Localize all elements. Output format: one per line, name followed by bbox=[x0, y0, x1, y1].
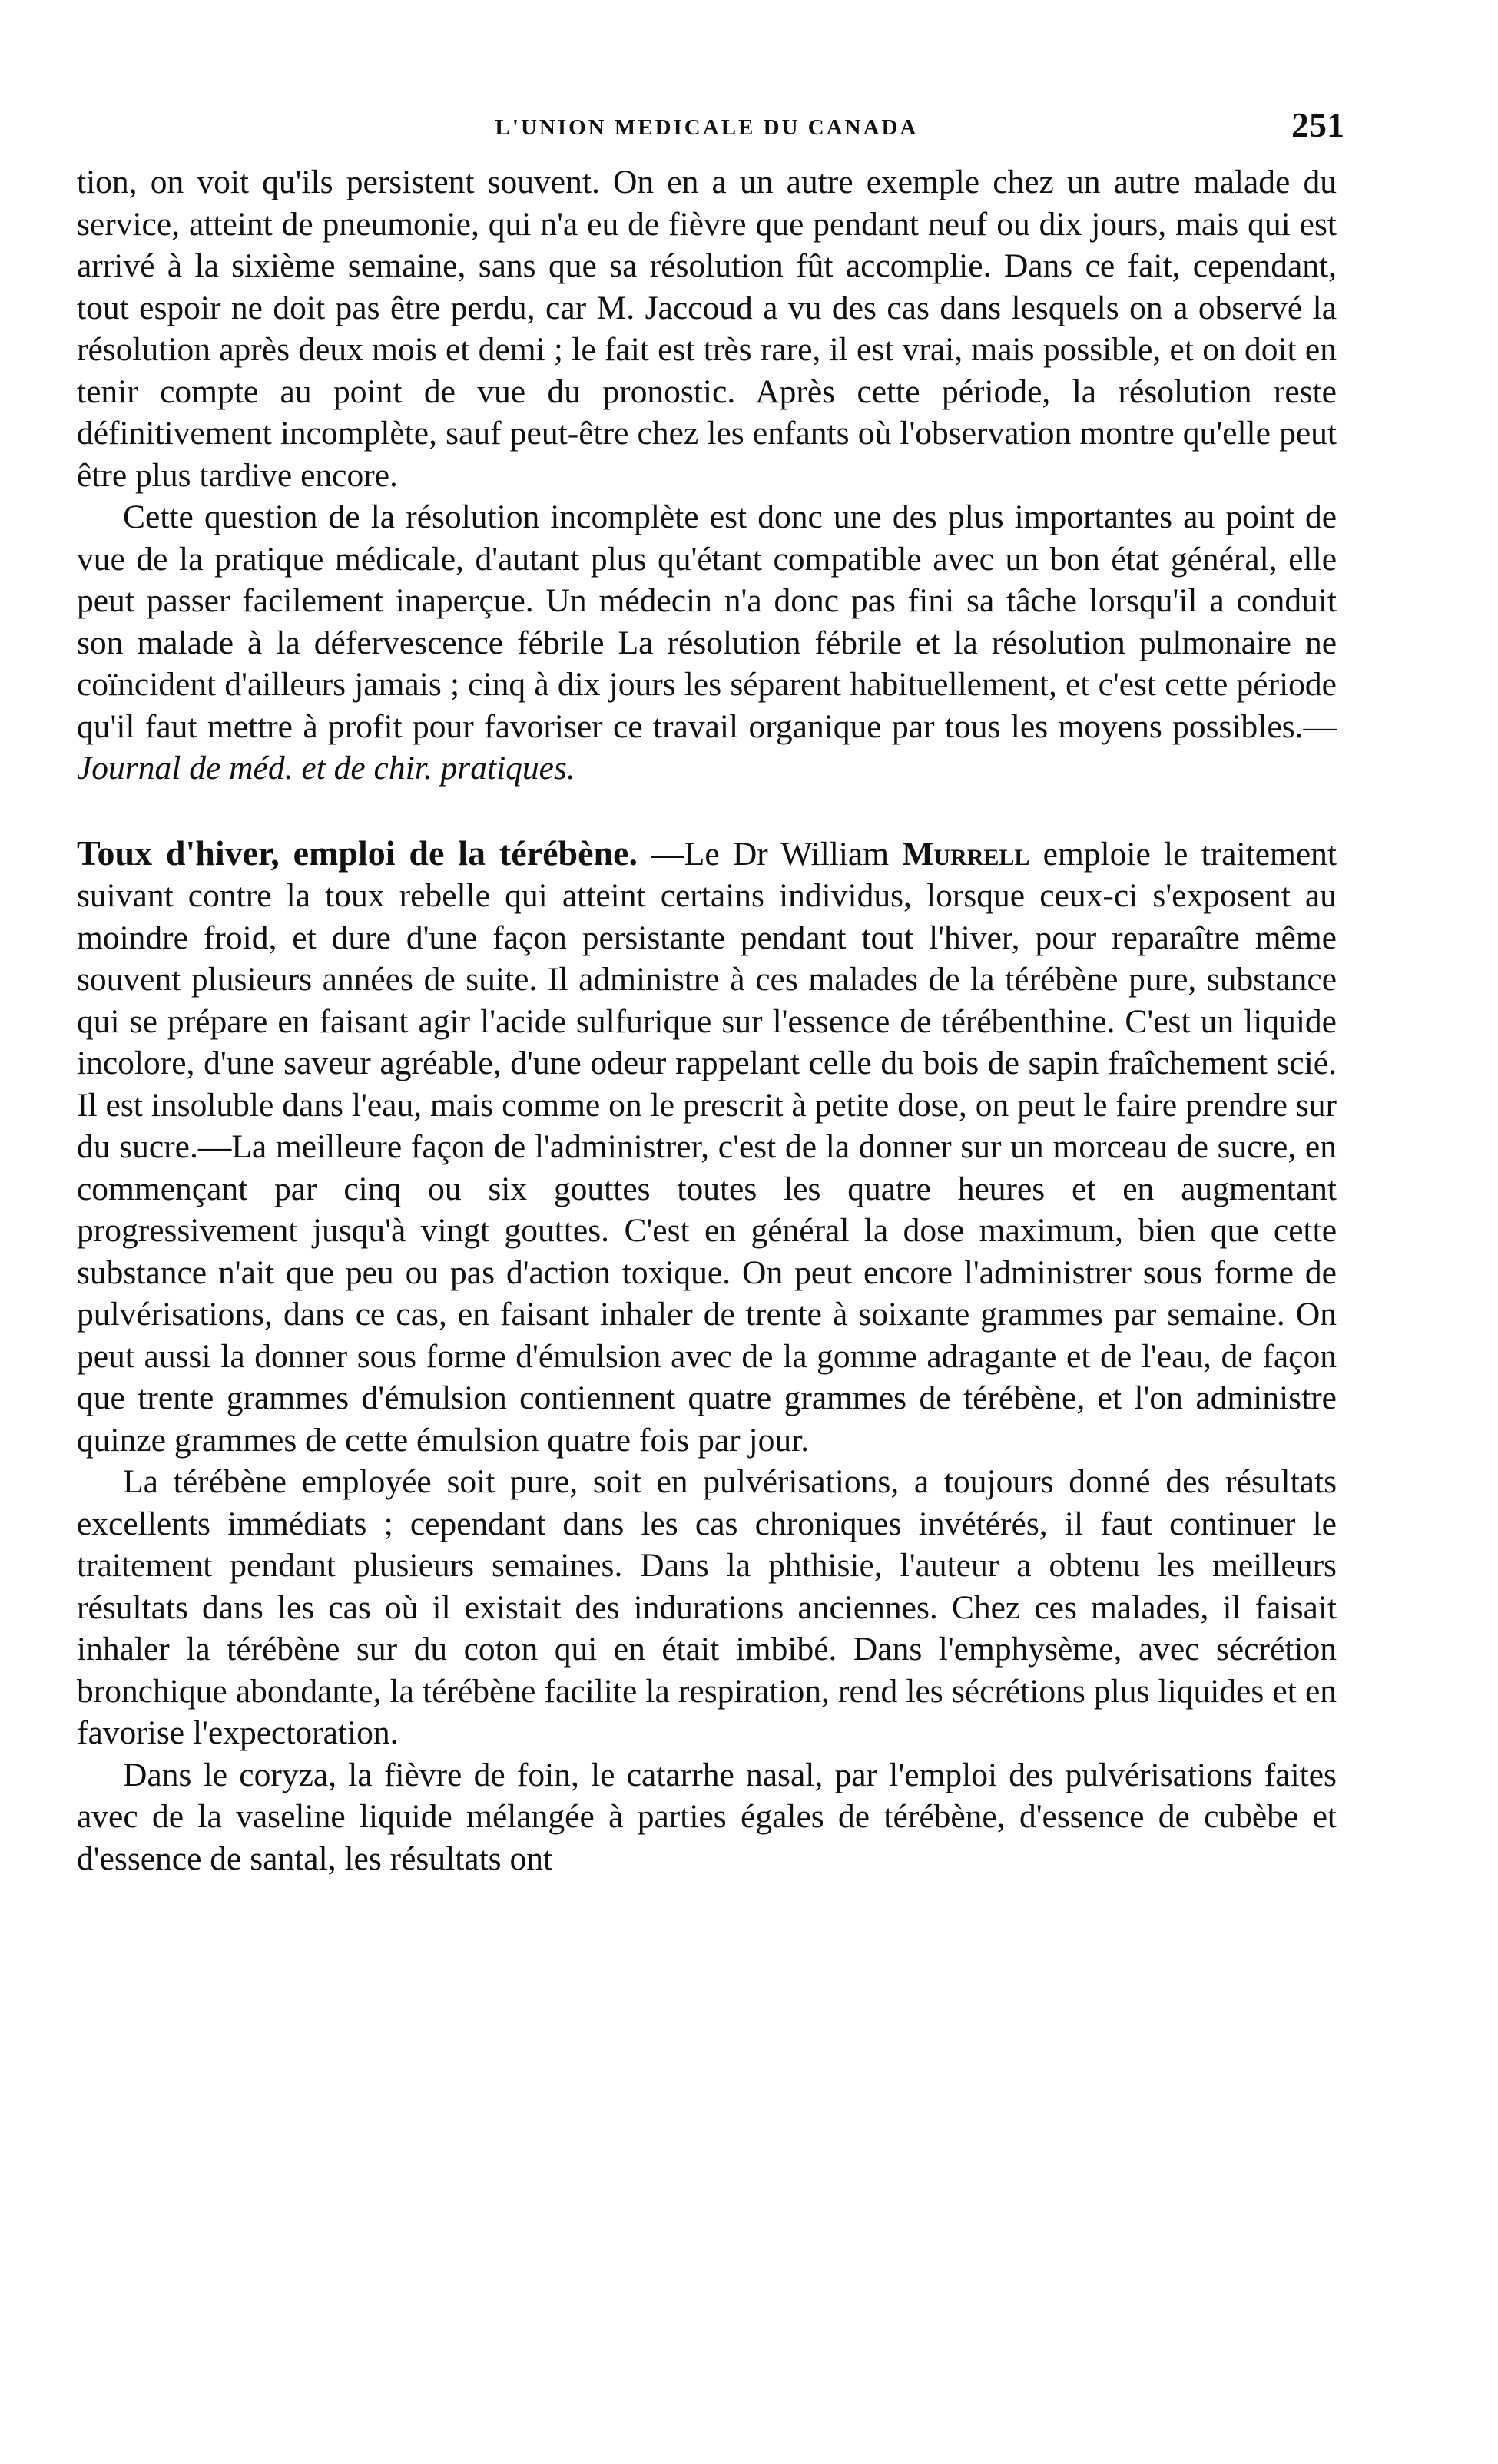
article2-paragraph1-text: emploie le traitement suivant contre la toux rebelle qui atteint certains individus, lorsque ceux-ci s'exposent au moindre froid, et dure d'une façon persistante pendant tout l'hiver, pour reparaître même souvent plusieurs années de suite. Il administre à ces malades de la térébène pure, substance qui se prépare en faisant agir l'acide sulfurique sur l'essence de térébenthine. C'est un liquide incolore, d'une saveur agréable, d'une odeur rappelant celle du bois de sapin fraîchement scié. Il est insoluble dans l'eau, mais comme on le prescrit à petite dose, on peut le faire prendre sur du sucre.—La meilleure façon de l'administrer, c'est de la donner sur un morceau de sucre, en commençant par cinq ou six gouttes toutes les quatre heures et en augmentant progressivement jusqu'à vingt gouttes. C'est en général la dose maximum, bien que cette substance n'ait que peu ou pas d'action toxique. On peut encore l'administrer sous forme de pulvérisations, dans ce cas, en faisant inhaler de trente à soixante grammes par semaine. On peut aussi la donner sous forme d'émulsion avec de la gomme adragante et de l'eau, de façon que trente grammes d'émulsion contiennent quatre grammes de térébène, et l'on administre quinze grammes de cette émulsion quatre fois par jour. bbox=[77, 835, 1337, 1459]
running-head bbox=[77, 92, 1344, 161]
article1-paragraph2 bbox=[77, 496, 1337, 790]
body-text bbox=[77, 161, 1337, 1879]
journal-title: L'UNION MEDICALE DU CANADA bbox=[495, 115, 919, 140]
article2-intro: —Le Dr William bbox=[638, 835, 903, 873]
article2-author: Murrell bbox=[902, 835, 1030, 873]
article2-paragraph3: Dans le coryza, la fièvre de foin, le catarrhe nasal, par l'emploi des pulvérisations faites avec de la vaseline liquide mélangée à parties égales de térébène, d'essence de cubèbe et d'essence de santal, les résultats ont bbox=[77, 1756, 1337, 1877]
article1-source: Journal de méd. et de chir. pratiques. bbox=[77, 750, 575, 787]
article2-paragraph1 bbox=[77, 833, 1337, 1462]
article2-title: Toux d'hiver, emploi de la térébène. bbox=[77, 833, 638, 873]
article1-paragraph2-text: Cette question de la résolution incomplète est donc une des plus importantes au point de vue de la pratique médicale, d'autant plus qu'étant compatible avec un bon état général, elle peut passer facilement inaperçue. Un médecin n'a donc pas fini sa tâche lorsqu'il a conduit son malade à la défervescence fébrile La résolution fébrile et la résolution pulmonaire ne coïncident d'ailleurs jamais ; cinq à dix jours les séparent habituellement, et c'est cette période qu'il faut mettre à profit pour favoriser ce travail organique par tous les moyens possibles.— bbox=[77, 498, 1337, 745]
page-number: 251 bbox=[1291, 105, 1344, 144]
journal-page bbox=[77, 92, 1344, 1879]
article2-paragraph2: La térébène employée soit pure, soit en pulvérisations, a toujours donné des résultats excellents immédiats ; cependant dans les cas chroniques invétérés, il faut continuer le traitement pendant plusieurs semaines. Dans la phthisie, l'auteur a obtenu les meilleurs résultats dans les cas où il existait des indurations anciennes. Chez ces malades, il faisait inhaler la térébène sur du coton qui en était imbibé. Dans l'emphysème, avec sécrétion bronchique abondante, la térébène facilite la respiration, rend les sécrétions plus liquides et en favorise l'expectoration. bbox=[77, 1463, 1337, 1751]
article1-paragraph1: tion, on voit qu'ils persistent souvent. On en a un autre exemple chez un autre malade du service, atteint de pneumonie, qui n'a eu de fièvre que pendant neuf ou dix jours, mais qui est arrivé à la sixième semaine, sans que sa résolution fût accomplie. Dans ce fait, cependant, tout espoir ne doit pas être perdu, car M. Jaccoud a vu des cas dans lesquels on a observé la résolution après deux mois et demi ; le fait est très rare, il est vrai, mais possible, et on doit en tenir compte au point de vue du pronostic. Après cette période, la résolution reste définitivement incomplète, sauf peut-être chez les enfants où l'observation montre qu'elle peut être plus tardive encore. bbox=[77, 164, 1337, 494]
section-gap bbox=[77, 790, 1337, 833]
